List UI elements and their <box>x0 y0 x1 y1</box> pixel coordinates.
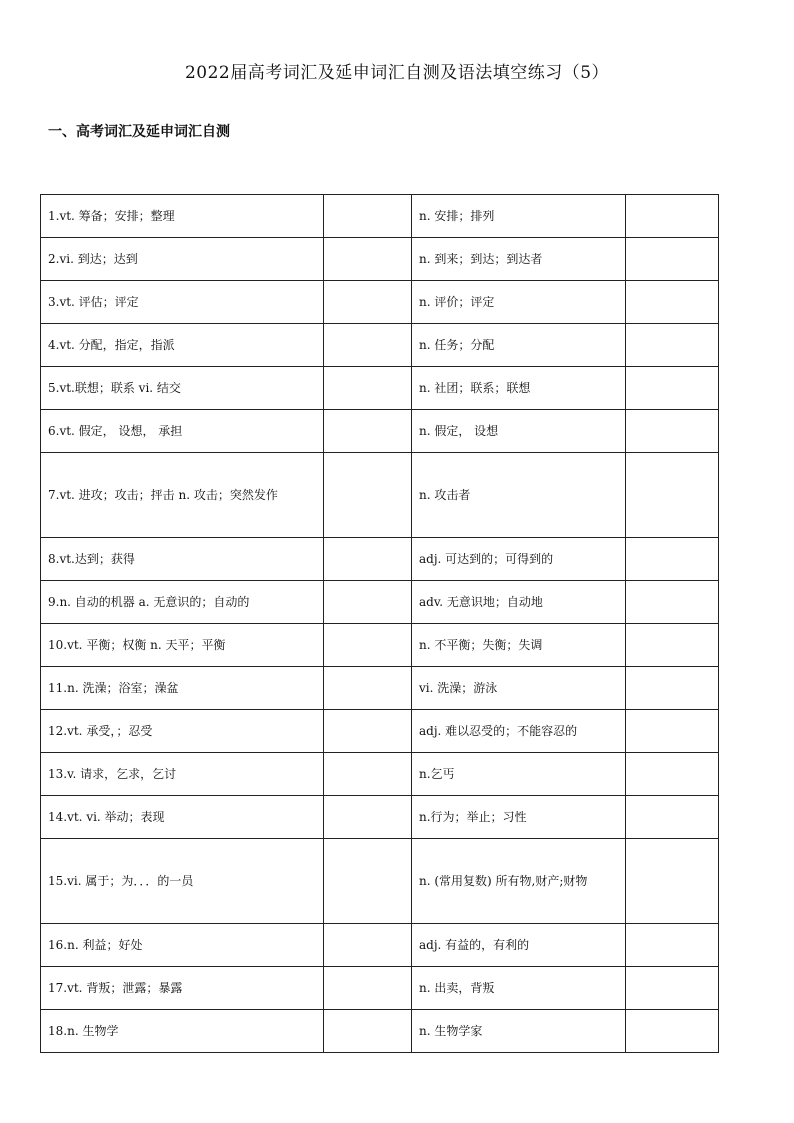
derived-answer-blank[interactable] <box>626 195 719 238</box>
answer-blank[interactable] <box>324 238 412 281</box>
derived-answer-blank[interactable] <box>626 839 719 924</box>
derived-answer-blank[interactable] <box>626 410 719 453</box>
definition-cell: 4.vt. 分配，指定，指派 <box>41 324 324 367</box>
derived-answer-blank[interactable] <box>626 367 719 410</box>
table-row <box>41 924 719 967</box>
table-row <box>41 453 719 538</box>
answer-blank[interactable] <box>324 1010 412 1053</box>
table-row <box>41 839 719 924</box>
definition-cell: 14.vt. vi. 举动；表现 <box>41 796 324 839</box>
answer-blank[interactable] <box>324 367 412 410</box>
derived-definition-cell: n.行为；举止；习性 <box>412 796 626 839</box>
table-row <box>41 967 719 1010</box>
definition-cell: 9.n. 自动的机器 a. 无意识的；自动的 <box>41 581 324 624</box>
derived-definition-cell: n. 出卖，背叛 <box>412 967 626 1010</box>
answer-blank[interactable] <box>324 710 412 753</box>
answer-blank[interactable] <box>324 624 412 667</box>
table-row <box>41 581 719 624</box>
table-row <box>41 753 719 796</box>
answer-blank[interactable] <box>324 581 412 624</box>
derived-definition-cell: n. 安排；排列 <box>412 195 626 238</box>
definition-cell: 18.n. 生物学 <box>41 1010 324 1053</box>
answer-blank[interactable] <box>324 667 412 710</box>
table-row <box>41 710 719 753</box>
derived-definition-cell: n. 生物学家 <box>412 1010 626 1053</box>
derived-definition-cell: n.乞丐 <box>412 753 626 796</box>
derived-answer-blank[interactable] <box>626 324 719 367</box>
definition-cell: 7.vt. 进攻；攻击；抨击 n. 攻击；突然发作 <box>41 453 324 538</box>
table-row <box>41 410 719 453</box>
derived-definition-cell: n. 社团；联系；联想 <box>412 367 626 410</box>
definition-cell: 13.v. 请求，乞求，乞讨 <box>41 753 324 796</box>
answer-blank[interactable] <box>324 538 412 581</box>
table-row <box>41 367 719 410</box>
definition-cell: 15.vi. 属于；为．．．的一员 <box>41 839 324 924</box>
table-row <box>41 324 719 367</box>
derived-definition-cell: adv. 无意识地；自动地 <box>412 581 626 624</box>
derived-definition-cell: vi. 洗澡；游泳 <box>412 667 626 710</box>
derived-definition-cell: n. 假定， 设想 <box>412 410 626 453</box>
derived-answer-blank[interactable] <box>626 796 719 839</box>
definition-cell: 11.n. 洗澡；浴室；澡盆 <box>41 667 324 710</box>
derived-answer-blank[interactable] <box>626 667 719 710</box>
derived-definition-cell: adj. 难以忍受的；不能容忍的 <box>412 710 626 753</box>
derived-definition-cell: adj. 有益的，有利的 <box>412 924 626 967</box>
table-row <box>41 796 719 839</box>
table-row <box>41 1010 719 1053</box>
answer-blank[interactable] <box>324 967 412 1010</box>
derived-definition-cell: n. 不平衡；失衡；失调 <box>412 624 626 667</box>
derived-definition-cell: n. 攻击者 <box>412 453 626 538</box>
table-row <box>41 538 719 581</box>
answer-blank[interactable] <box>324 410 412 453</box>
derived-definition-cell: adj. 可达到的；可得到的 <box>412 538 626 581</box>
derived-answer-blank[interactable] <box>626 624 719 667</box>
vocab-table-body <box>41 195 719 1053</box>
definition-cell: 12.vt. 承受，；忍受 <box>41 710 324 753</box>
definition-cell: 16.n. 利益；好处 <box>41 924 324 967</box>
definition-cell: 17.vt. 背叛；泄露；暴露 <box>41 967 324 1010</box>
derived-answer-blank[interactable] <box>626 710 719 753</box>
table-row <box>41 195 719 238</box>
answer-blank[interactable] <box>324 453 412 538</box>
page-title: 2022届高考词汇及延申词汇自测及语法填空练习（5） <box>184 63 610 83</box>
table-row <box>41 238 719 281</box>
derived-definition-cell: n. 到来；到达；到达者 <box>412 238 626 281</box>
answer-blank[interactable] <box>324 195 412 238</box>
derived-answer-blank[interactable] <box>626 924 719 967</box>
answer-blank[interactable] <box>324 924 412 967</box>
definition-cell: 2.vi. 到达；达到 <box>41 238 324 281</box>
derived-answer-blank[interactable] <box>626 453 719 538</box>
answer-blank[interactable] <box>324 324 412 367</box>
table-row <box>41 624 719 667</box>
derived-definition-cell: n. (常用复数) 所有物,财产;财物 <box>412 839 626 924</box>
definition-cell: 3.vt. 评估；评定 <box>41 281 324 324</box>
derived-answer-blank[interactable] <box>626 538 719 581</box>
answer-blank[interactable] <box>324 281 412 324</box>
derived-definition-cell: n. 评价；评定 <box>412 281 626 324</box>
vocab-table <box>40 194 719 1053</box>
answer-blank[interactable] <box>324 796 412 839</box>
derived-answer-blank[interactable] <box>626 967 719 1010</box>
definition-cell: 5.vt.联想；联系 vi. 结交 <box>41 367 324 410</box>
derived-answer-blank[interactable] <box>626 581 719 624</box>
definition-cell: 10.vt. 平衡；权衡 n. 天平；平衡 <box>41 624 324 667</box>
answer-blank[interactable] <box>324 839 412 924</box>
derived-definition-cell: n. 任务；分配 <box>412 324 626 367</box>
derived-answer-blank[interactable] <box>626 238 719 281</box>
definition-cell: 8.vt.达到；获得 <box>41 538 324 581</box>
derived-answer-blank[interactable] <box>626 1010 719 1053</box>
definition-cell: 1.vt. 筹备；安排；整理 <box>41 195 324 238</box>
definition-cell: 6.vt. 假定， 设想， 承担 <box>41 410 324 453</box>
derived-answer-blank[interactable] <box>626 281 719 324</box>
derived-answer-blank[interactable] <box>626 753 719 796</box>
section-heading: 一、高考词汇及延申词汇自测 <box>48 124 230 140</box>
table-row <box>41 281 719 324</box>
answer-blank[interactable] <box>324 753 412 796</box>
table-row <box>41 667 719 710</box>
